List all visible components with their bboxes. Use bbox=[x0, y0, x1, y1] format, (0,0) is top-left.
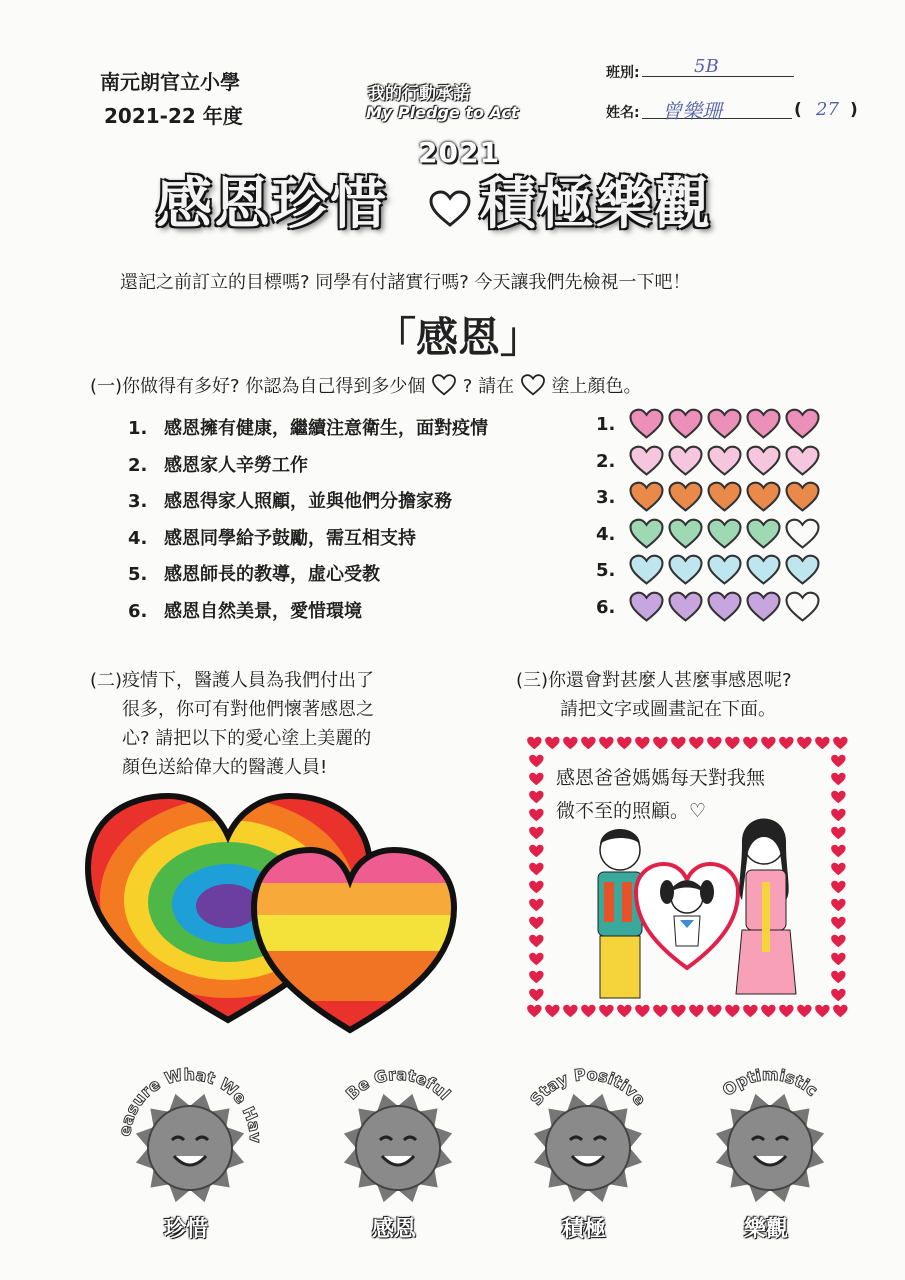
sun-label: 感恩 bbox=[372, 1217, 417, 1242]
q1-item-number: 3. bbox=[128, 491, 148, 512]
rating-number: 5. bbox=[596, 560, 616, 581]
class-number-value[interactable]: 27 bbox=[816, 99, 839, 120]
banner-year: 2021 bbox=[418, 136, 500, 169]
heart-filled-icon[interactable] bbox=[706, 518, 743, 550]
heart-outline-icon[interactable] bbox=[784, 518, 821, 550]
q1-item-text: 感恩擁有健康，繼續注意衛生，面對疫情 bbox=[164, 418, 488, 439]
pledge-title-en: My Pledge to Act bbox=[366, 103, 519, 122]
frame-heart-icon bbox=[833, 737, 847, 750]
heart-filled-icon[interactable] bbox=[784, 481, 821, 513]
intro-text: 還記之前訂立的目標嗎? 同學有付諸實行嗎? 今天讓我們先檢視一下吧！ bbox=[120, 272, 691, 293]
q1-item-text: 感恩師長的教導，虛心受教 bbox=[164, 564, 380, 585]
q1-item-number: 6. bbox=[128, 600, 148, 622]
heart-outline-icon[interactable] bbox=[784, 591, 821, 623]
frame-heart-icon bbox=[833, 1005, 847, 1018]
banner-part2: 積極樂觀 bbox=[480, 172, 712, 237]
frame-heart-icon bbox=[599, 737, 613, 750]
q1-item-text: 感恩自然美景，愛惜環境 bbox=[164, 600, 362, 622]
frame-heart-icon bbox=[831, 809, 845, 822]
frame-heart-icon bbox=[529, 773, 543, 786]
rating-hearts[interactable] bbox=[628, 518, 823, 554]
rating-number: 2. bbox=[596, 450, 616, 472]
frame-heart-icon bbox=[831, 989, 845, 1002]
frame-heart-icon bbox=[529, 881, 543, 894]
heart-filled-icon[interactable] bbox=[706, 591, 743, 623]
school-name: 南元朗官立小學 bbox=[100, 70, 240, 94]
smiling-sun-icon bbox=[110, 1048, 270, 1208]
heart-outline-icon bbox=[431, 374, 457, 396]
q1-item-number: 5. bbox=[128, 564, 148, 585]
heart-filled-icon[interactable] bbox=[784, 408, 821, 440]
frame-heart-icon bbox=[617, 737, 631, 750]
handwritten-line: 微不至的照顧。♡ bbox=[556, 800, 707, 822]
frame-heart-icon bbox=[653, 737, 667, 750]
class-value[interactable]: 5B bbox=[694, 56, 719, 77]
frame-heart-icon bbox=[831, 863, 845, 876]
frame-heart-icon bbox=[831, 935, 845, 948]
frame-heart-icon bbox=[529, 953, 543, 966]
frame-heart-icon bbox=[707, 737, 721, 750]
sun-arc-text: Stay Positive bbox=[526, 1064, 650, 1110]
frame-heart-icon bbox=[831, 881, 845, 894]
frame-heart-icon bbox=[831, 899, 845, 912]
frame-heart-icon bbox=[529, 809, 543, 822]
frame-heart-icon bbox=[545, 1005, 559, 1018]
heart-filled-icon[interactable] bbox=[745, 554, 782, 586]
frame-heart-icon bbox=[529, 827, 543, 840]
number-close: ) bbox=[850, 100, 858, 120]
sun-character bbox=[110, 1048, 270, 1242]
frame-heart-icon bbox=[831, 953, 845, 966]
frame-heart-icon bbox=[617, 1005, 631, 1018]
q1-prompt-b: ? 請在 bbox=[462, 376, 515, 397]
frame-heart-icon bbox=[707, 1005, 721, 1018]
frame-heart-icon bbox=[529, 917, 543, 930]
svg-text:Stay Positive bbox=[526, 1065, 650, 1109]
frame-heart-icon bbox=[689, 1005, 703, 1018]
heart-filled-icon[interactable] bbox=[628, 481, 665, 513]
svg-text:Be Grateful bbox=[342, 1065, 454, 1104]
heart-filled-icon[interactable] bbox=[745, 481, 782, 513]
heart-filled-icon[interactable] bbox=[628, 554, 665, 586]
frame-heart-icon bbox=[563, 1005, 577, 1018]
q2-line: (二)疫情下，醫護人員為我們付出了 bbox=[90, 670, 375, 691]
banner-heart-icon bbox=[428, 190, 472, 228]
sun-arc-text: easure What We Hav bbox=[114, 1064, 266, 1144]
frame-heart-icon bbox=[671, 737, 685, 750]
frame-heart-icon bbox=[527, 737, 541, 750]
frame-heart-icon bbox=[545, 737, 559, 750]
frame-heart-icon bbox=[831, 971, 845, 984]
q1-item-text: 感恩得家人照顧，並與他們分擔家務 bbox=[164, 491, 452, 512]
coloured-hearts-drawing[interactable] bbox=[78, 788, 498, 1038]
rating-number: 4. bbox=[596, 523, 616, 545]
q1-prompt bbox=[90, 372, 642, 398]
q3-line: 請把文字或圖畫記在下面。 bbox=[560, 699, 776, 720]
q1-item-number: 1. bbox=[128, 418, 148, 439]
q1-item bbox=[128, 451, 308, 477]
frame-heart-icon bbox=[831, 917, 845, 930]
rating-hearts[interactable] bbox=[628, 481, 823, 517]
q1-item bbox=[128, 560, 380, 586]
heart-filled-icon[interactable] bbox=[628, 591, 665, 623]
frame-heart-icon bbox=[529, 791, 543, 804]
heart-outline-icon bbox=[520, 374, 546, 396]
frame-heart-icon bbox=[529, 863, 543, 876]
frame-heart-icon bbox=[581, 737, 595, 750]
q1-item bbox=[128, 524, 416, 550]
rating-hearts[interactable] bbox=[628, 591, 823, 627]
q1-prompt-c: 塗上顏色。 bbox=[551, 376, 642, 397]
heart-filled-icon[interactable] bbox=[745, 518, 782, 550]
heart-filled-icon[interactable] bbox=[667, 591, 704, 623]
q2-line: 顏色送給偉大的醫護人員! bbox=[122, 757, 328, 778]
banner-part1: 感恩珍惜 bbox=[156, 172, 388, 237]
sun-arc-text: Be Grateful bbox=[342, 1064, 455, 1104]
smiling-sun-icon bbox=[318, 1048, 478, 1208]
handwritten-line: 感恩爸爸媽媽每天對我無 bbox=[556, 767, 766, 789]
sun-character bbox=[690, 1048, 850, 1242]
frame-heart-icon bbox=[761, 737, 775, 750]
frame-heart-icon bbox=[815, 1005, 829, 1018]
school-year: 2021-22 年度 bbox=[104, 104, 243, 128]
svg-text:Optimistic bbox=[719, 1065, 822, 1100]
sun-label: 積極 bbox=[562, 1217, 607, 1242]
frame-heart-icon bbox=[529, 755, 543, 768]
heart-filled-icon[interactable] bbox=[784, 445, 821, 477]
name-label: 姓名: bbox=[606, 105, 640, 121]
heart-filled-icon[interactable] bbox=[745, 591, 782, 623]
sun-label: 樂觀 bbox=[744, 1217, 789, 1242]
heart-filled-icon[interactable] bbox=[745, 408, 782, 440]
frame-heart-icon bbox=[779, 1005, 793, 1018]
frame-heart-icon bbox=[831, 845, 845, 858]
frame-heart-icon bbox=[831, 827, 845, 840]
heart-filled-icon[interactable] bbox=[706, 481, 743, 513]
smiling-sun-icon bbox=[508, 1048, 668, 1208]
sun-character bbox=[508, 1048, 668, 1242]
frame-heart-icon bbox=[725, 1005, 739, 1018]
frame-heart-icon bbox=[529, 971, 543, 984]
frame-heart-icon bbox=[761, 1005, 775, 1018]
q1-item-text: 感恩同學給予鼓勵，需互相支持 bbox=[164, 527, 416, 549]
q2-line: 很多，你可有對他們懷著感恩之 bbox=[122, 699, 374, 720]
frame-heart-icon bbox=[529, 989, 543, 1002]
frame-heart-icon bbox=[831, 791, 845, 804]
frame-heart-icon bbox=[689, 737, 703, 750]
number-open: ( bbox=[794, 100, 802, 120]
heart-filled-icon[interactable] bbox=[667, 518, 704, 550]
class-label: 班別: bbox=[606, 65, 640, 81]
rating-hearts[interactable] bbox=[628, 408, 823, 444]
frame-heart-icon bbox=[653, 1005, 667, 1018]
q1-item-text: 感恩家人辛勞工作 bbox=[164, 454, 308, 476]
frame-heart-icon bbox=[797, 1005, 811, 1018]
pledge-title-zh: 我的行動承諾 bbox=[368, 84, 470, 104]
frame-heart-icon bbox=[815, 737, 829, 750]
heart-filled-icon[interactable] bbox=[667, 445, 704, 477]
heart-filled-icon[interactable] bbox=[706, 554, 743, 586]
handwritten-response[interactable] bbox=[556, 762, 765, 828]
q2-line: 心? 請把以下的愛心塗上美麗的 bbox=[122, 728, 372, 749]
frame-heart-icon bbox=[743, 737, 757, 750]
rating-number: 3. bbox=[596, 487, 616, 508]
heart-filled-icon[interactable] bbox=[667, 408, 704, 440]
frame-heart-icon bbox=[635, 1005, 649, 1018]
frame-heart-icon bbox=[529, 935, 543, 948]
name-value[interactable]: 曾樂珊 bbox=[662, 99, 722, 123]
heart-filled-icon[interactable] bbox=[628, 408, 665, 440]
family-drawing bbox=[598, 819, 796, 999]
rating-number: 6. bbox=[596, 596, 616, 618]
heart-filled-icon[interactable] bbox=[784, 554, 821, 586]
frame-heart-icon bbox=[797, 737, 811, 750]
rating-hearts[interactable] bbox=[628, 445, 823, 481]
heart-filled-icon[interactable] bbox=[667, 481, 704, 513]
rating-number: 1. bbox=[596, 414, 616, 435]
frame-heart-icon bbox=[581, 1005, 595, 1018]
smiling-sun-icon bbox=[690, 1048, 850, 1208]
q1-prompt-a: (一)你做得有多好? 你認為自己得到多少個 bbox=[90, 376, 426, 397]
heart-filled-icon[interactable] bbox=[706, 445, 743, 477]
frame-heart-icon bbox=[779, 737, 793, 750]
sun-label: 珍惜 bbox=[164, 1217, 209, 1242]
q1-item bbox=[128, 414, 488, 440]
heart-filled-icon[interactable] bbox=[628, 518, 665, 550]
q1-item-number: 4. bbox=[128, 527, 148, 549]
q2-prompt bbox=[90, 666, 374, 782]
heart-filled-icon[interactable] bbox=[706, 408, 743, 440]
heart-filled-icon[interactable] bbox=[667, 554, 704, 586]
frame-heart-icon bbox=[671, 1005, 685, 1018]
rating-hearts[interactable] bbox=[628, 554, 823, 590]
section-title: 「感恩」 bbox=[374, 313, 543, 362]
heart-filled-icon[interactable] bbox=[745, 445, 782, 477]
frame-heart-icon bbox=[831, 755, 845, 768]
q3-line: (三)你還會對甚麼人甚麼事感恩呢? bbox=[516, 670, 792, 691]
frame-heart-icon bbox=[563, 737, 577, 750]
q3-prompt bbox=[516, 666, 792, 724]
frame-heart-icon bbox=[527, 1005, 541, 1018]
sun-arc-text: Optimistic bbox=[718, 1064, 822, 1100]
frame-heart-icon bbox=[529, 845, 543, 858]
heart-filled-icon[interactable] bbox=[628, 445, 665, 477]
frame-heart-icon bbox=[831, 773, 845, 786]
q1-item bbox=[128, 487, 452, 513]
frame-heart-icon bbox=[635, 737, 649, 750]
frame-heart-icon bbox=[599, 1005, 613, 1018]
frame-heart-icon bbox=[725, 737, 739, 750]
frame-heart-icon bbox=[529, 899, 543, 912]
sun-character bbox=[318, 1048, 478, 1242]
q1-item-number: 2. bbox=[128, 454, 148, 476]
q1-item bbox=[128, 597, 362, 623]
frame-heart-icon bbox=[743, 1005, 757, 1018]
